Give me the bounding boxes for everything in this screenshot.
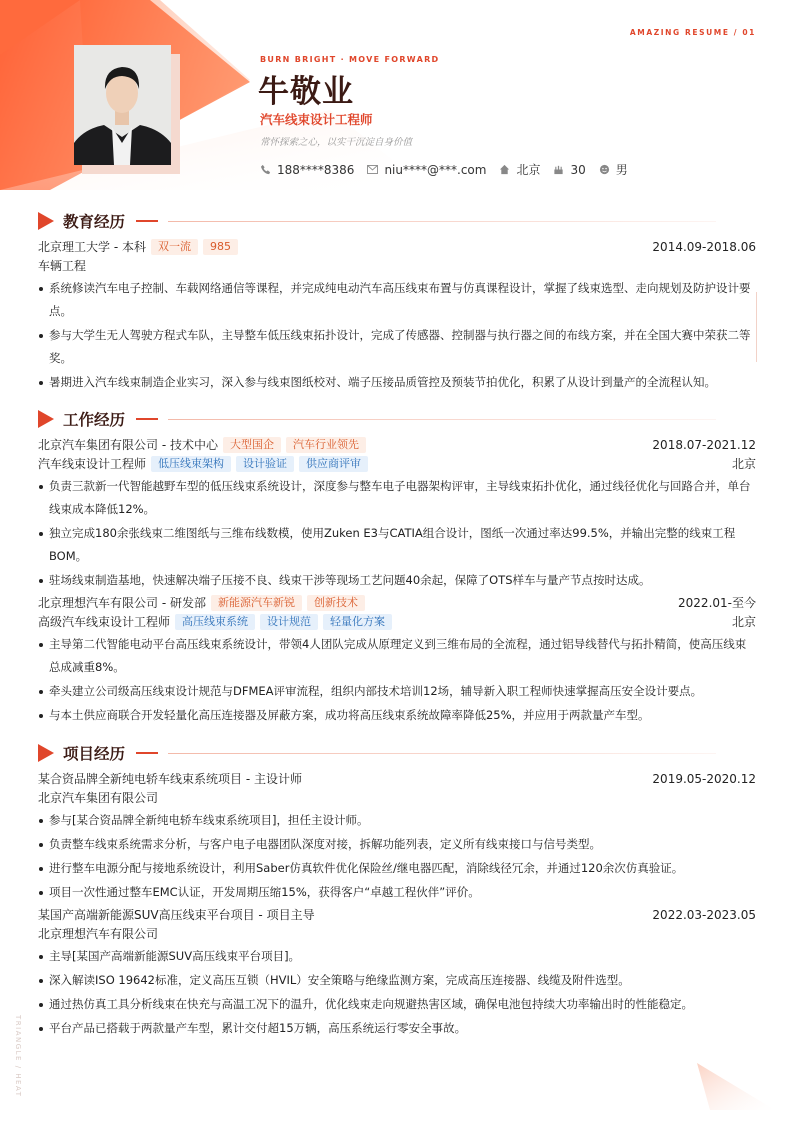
side-accent-line (756, 292, 757, 362)
bullet-item: 与本土供应商联合开发轻量化高压连接器及屏蔽方案，成功将高压线束系统故障率降低25%，并应用于两款量产车型。 (38, 704, 756, 727)
project-name: 某国产高端新能源SUV高压线束平台项目 - 项目主导 (38, 908, 315, 922)
bullet-item: 深入解读ISO 19642标准，定义高压互锁（HVIL）安全策略与绝缘监测方案，完成高压连接器、线缆及附件选型。 (38, 969, 756, 992)
role-tag: 设计验证 (236, 456, 294, 472)
contact-city (499, 161, 540, 178)
contact-email (367, 163, 486, 177)
bullet-item: 进行整车电源分配与接地系统设计，利用Saber仿真软件优化保险丝/继电器匹配，消除线径冗余，并通过120余次仿真验证。 (38, 857, 756, 880)
work-section (38, 407, 756, 728)
candidate-name: 牛敬业 (258, 74, 354, 110)
section-title: 教育经历 (63, 213, 126, 231)
school-tag: 双一流 (151, 239, 198, 255)
motto: 常怀探索之心，以实干沉淀自身价值 (260, 137, 413, 148)
project-org: 北京汽车集团有限公司 (38, 791, 159, 805)
bullet-item: 系统修读汽车电子控制、车载网络通信等课程，并完成纯电动汽车高压线束布置与仿真课程设计，掌握了线束选型、走向规划及防护设计要点。 (38, 277, 756, 323)
bullet-item: 负责整车线束系统需求分析，与客户电子电器团队深度对接，拆解功能列表，定义所有线束接口与信号类型。 (38, 833, 756, 856)
job-city: 北京 (731, 457, 756, 471)
bullet-item: 平台产品已搭载于两款量产车型，累计交付超15万辆，高压系统运行零安全事故。 (38, 1017, 756, 1040)
job-date: 2022.01-至今 (678, 596, 756, 610)
contact-bar (260, 161, 641, 178)
project-bullets (38, 945, 756, 1040)
section-dash (136, 220, 158, 222)
bullet-item: 独立完成180余张线束二维图纸与三维布线数模，使用Zuken E3与CATIA组合设计，图纸一次通过率达99.5%，并输出完整的线束工程BOM。 (38, 522, 756, 568)
bullet-item: 主导第二代智能电动平台高压线束系统设计，带领4人团队完成从原理定义到三维布局的全流程，通过铝导线替代与拓扑精简，使高压线束总成减重8%。 (38, 633, 756, 679)
job-company-row (38, 593, 756, 612)
role-tag: 设计规范 (260, 614, 318, 630)
user-icon (599, 164, 610, 175)
phone-icon (260, 164, 271, 175)
bullet-item: 项目一次性通过整车EMC认证，开发周期压缩15%，获得客户“卓越工程伙伴”评价。 (38, 881, 756, 904)
contact-age (553, 163, 585, 177)
bullet-item: 驻场线束制造基地，快速解决端子压接不良、线束干涉等现场工艺问题40余起，保障了OTS样车与量产节点按时达成。 (38, 569, 756, 592)
school-name: 北京理工大学 - 本科 (38, 240, 146, 254)
bullet-item: 暑期进入汽车线束制造企业实习，深入参与线束图纸校对、端子压接品质管控及预装节拍优化，积累了从设计到量产的全流程认知。 (38, 371, 756, 394)
section-header (38, 209, 756, 233)
section-divider (168, 221, 716, 222)
company-tag: 汽车行业领先 (286, 437, 366, 453)
major: 车辆工程 (38, 259, 87, 273)
profile-photo (74, 45, 171, 165)
section-dash (136, 752, 158, 754)
role-tag: 供应商评审 (299, 456, 368, 472)
bullet-item: 通过热仿真工具分析线束在快充与高温工况下的温升，优化线束走向规避热害区域，确保电池包持续大功率输出时的性能稳定。 (38, 993, 756, 1016)
job-bullets (38, 633, 756, 727)
city-value: 北京 (516, 163, 541, 177)
contact-phone (260, 163, 354, 177)
job-role-row (38, 612, 756, 631)
job-company-row (38, 435, 756, 454)
email-value: niu****@***.com (384, 162, 487, 177)
section-header (38, 741, 756, 765)
role-tag: 轻量化方案 (323, 614, 392, 630)
email-icon (367, 165, 378, 174)
bullet-item: 主导[某国产高端新能源SUV高压线束平台项目]。 (38, 945, 756, 968)
home-icon (499, 164, 510, 175)
project-entry (38, 905, 756, 1040)
triangle-icon (38, 410, 54, 428)
triangle-icon (38, 744, 54, 762)
company-name: 北京汽车集团有限公司 - 技术中心 (38, 438, 218, 452)
section-dash (136, 418, 158, 420)
job-title: 汽车线束设计工程师 (260, 112, 373, 127)
corner-tag: AMAZING RESUME / 01 (629, 28, 756, 37)
role-tag: 高压线束系统 (175, 614, 255, 630)
section-title: 工作经历 (63, 411, 126, 429)
section-header (38, 407, 756, 431)
project-org: 北京理想汽车有限公司 (38, 927, 159, 941)
education-row (38, 237, 756, 256)
education-date: 2014.09-2018.06 (652, 239, 756, 254)
education-section (38, 209, 756, 395)
project-row (38, 769, 756, 788)
contact-gender (599, 161, 628, 178)
project-row (38, 905, 756, 924)
bullet-item: 参与[某合资品牌全新纯电轿车线束系统项目]，担任主设计师。 (38, 809, 756, 832)
cake-icon (553, 164, 564, 175)
side-label: TRIANGLE / HEAT (14, 1015, 22, 1098)
project-name: 某合资品牌全新纯电轿车线束系统项目 - 主设计师 (38, 772, 302, 786)
company-tag: 创新技术 (307, 595, 365, 611)
section-title: 项目经历 (63, 745, 126, 763)
role-name: 汽车线束设计工程师 (38, 457, 147, 471)
projects-section (38, 741, 756, 1041)
bullet-item: 负责三款新一代智能越野车型的低压线束系统设计，深度参与整车电子电器架构评审，主导线束拓扑优化，通过线径优化与回路合并，单台线束成本降低12%。 (38, 475, 756, 521)
company-tag: 大型国企 (223, 437, 281, 453)
job-role-row (38, 454, 756, 473)
project-bullets (38, 809, 756, 904)
gender-value: 男 (615, 163, 628, 177)
job-entry (38, 593, 756, 727)
section-divider (168, 753, 716, 754)
triangle-icon (38, 212, 54, 230)
slogan: BURN BRIGHT · MOVE FORWARD (260, 55, 440, 64)
project-entry (38, 769, 756, 904)
job-bullets (38, 475, 756, 592)
section-divider (168, 419, 716, 420)
education-bullets (38, 277, 756, 394)
job-date: 2018.07-2021.12 (652, 437, 756, 452)
phone-value: 188****8386 (277, 162, 355, 177)
job-entry (38, 435, 756, 592)
job-city: 北京 (731, 615, 756, 629)
age-value: 30 (570, 162, 586, 177)
bullet-item: 牵头建立公司级高压线束设计规范与DFMEA评审流程，组织内部技术培训12场，辅导新入职工程师快速掌握高压安全设计要点。 (38, 680, 756, 703)
school-tag: 985 (203, 239, 238, 255)
bullet-item: 参与大学生无人驾驶方程式车队，主导整车低压线束拓扑设计，完成了传感器、控制器与执行器之间的布线方案，并在全国大赛中荣获二等奖。 (38, 324, 756, 370)
project-date: 2022.03-2023.05 (652, 907, 756, 922)
role-name: 高级汽车线束设计工程师 (38, 615, 171, 629)
project-date: 2019.05-2020.12 (652, 771, 756, 786)
company-tag: 新能源汽车新锐 (211, 595, 302, 611)
role-tag: 低压线束架构 (151, 456, 231, 472)
company-name: 北京理想汽车有限公司 - 研发部 (38, 596, 206, 610)
